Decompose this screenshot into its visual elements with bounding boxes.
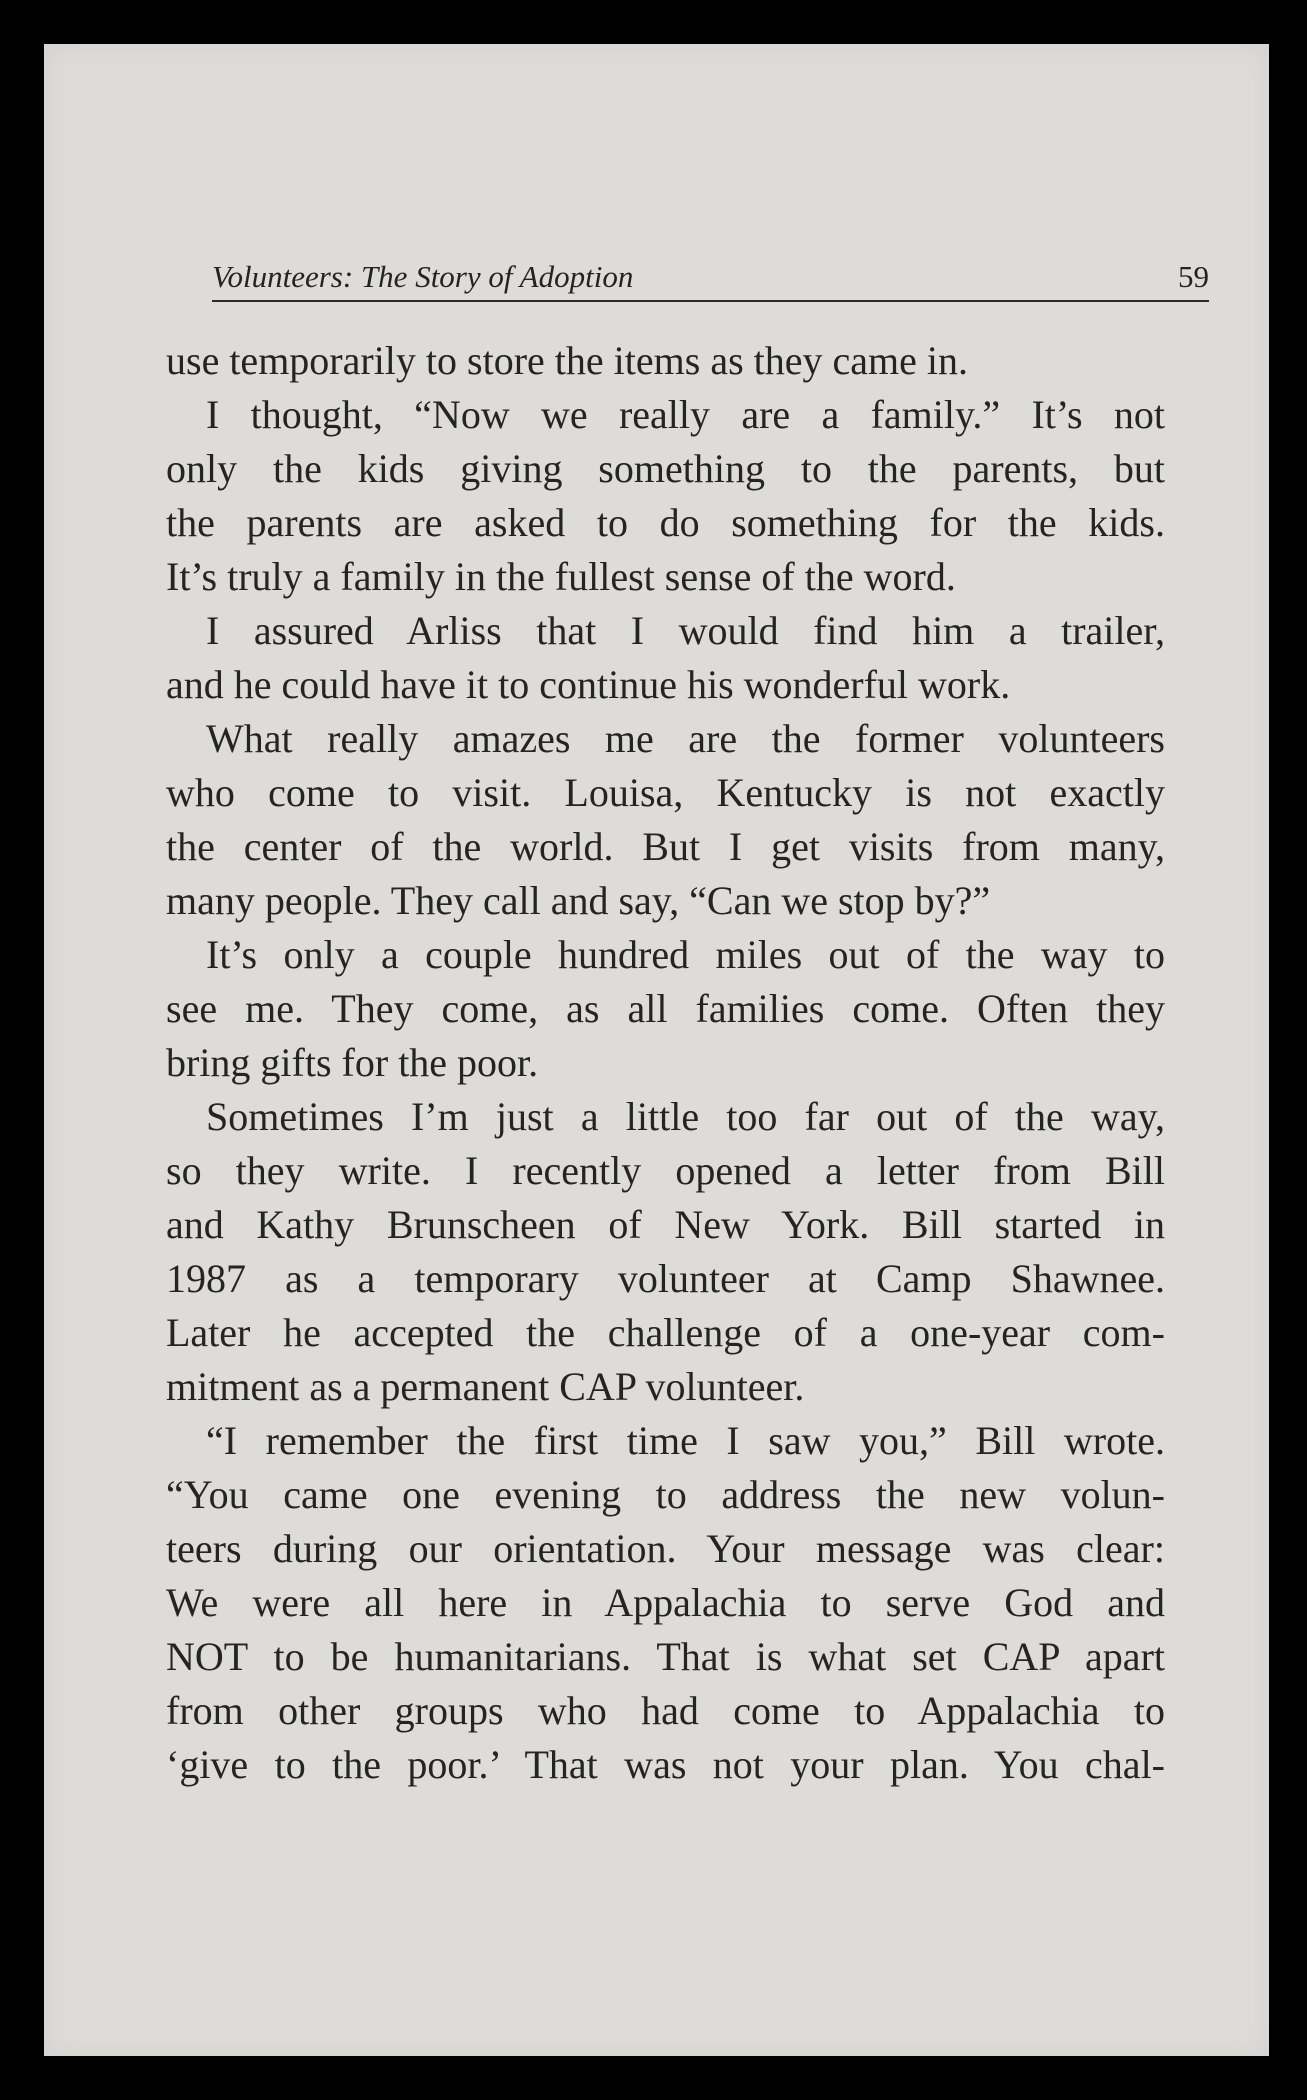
text-line: It’s truly a family in the fullest sense of the word. [166, 554, 956, 599]
text-line: We were all here in Appalachia to serve God and [166, 1580, 1165, 1625]
running-header [212, 256, 1209, 302]
text-line: It’s only a couple hundred miles out of the way to [206, 932, 1165, 977]
text-line: ‘give to the poor.’ That was not your plan. You chal- [166, 1742, 1165, 1787]
text-line: “I remember the first time I saw you,” Bill wrote. [206, 1418, 1165, 1463]
text-line: the parents are asked to do something for the kids. [166, 500, 1165, 545]
text-line: Sometimes I’m just a little too far out of the way, [206, 1094, 1165, 1139]
text-line: use temporarily to store the items as they came in. [166, 338, 968, 383]
text-line: and Kathy Brunscheen of New York. Bill started in [166, 1202, 1165, 1247]
running-title: Volunteers: The Story of Adoption [212, 259, 634, 294]
text-line: who come to visit. Louisa, Kentucky is not exactly [166, 770, 1165, 815]
text-line: only the kids giving something to the parents, but [166, 446, 1165, 491]
text-line: many people. They call and say, “Can we stop by?” [166, 878, 991, 923]
text-line: see me. They come, as all families come. Often they [166, 986, 1165, 1031]
text-line: I assured Arliss that I would find him a trailer, [206, 608, 1165, 653]
text-line: “You came one evening to address the new volun- [166, 1472, 1165, 1517]
page-number: 59 [1178, 259, 1209, 294]
body-text [166, 334, 1165, 1792]
text-line: What really amazes me are the former volunteers [206, 716, 1165, 761]
text-line: bring gifts for the poor. [166, 1040, 539, 1085]
text-line: the center of the world. But I get visits from many, [166, 824, 1165, 869]
text-line: from other groups who had come to Appalachia to [166, 1688, 1165, 1733]
text-line: mitment as a permanent CAP volunteer. [166, 1364, 805, 1409]
text-line: I thought, “Now we really are a family.” It’s not [206, 392, 1165, 437]
text-line: Later he accepted the challenge of a one-year com- [166, 1310, 1165, 1355]
text-line: NOT to be humanitarians. That is what set CAP apart [166, 1634, 1165, 1679]
text-line: and he could have it to continue his wonderful work. [166, 662, 1011, 707]
text-line: so they write. I recently opened a letter from Bill [166, 1148, 1165, 1193]
text-line: teers during our orientation. Your message was clear: [166, 1526, 1165, 1571]
text-line: 1987 as a temporary volunteer at Camp Shawnee. [166, 1256, 1165, 1301]
